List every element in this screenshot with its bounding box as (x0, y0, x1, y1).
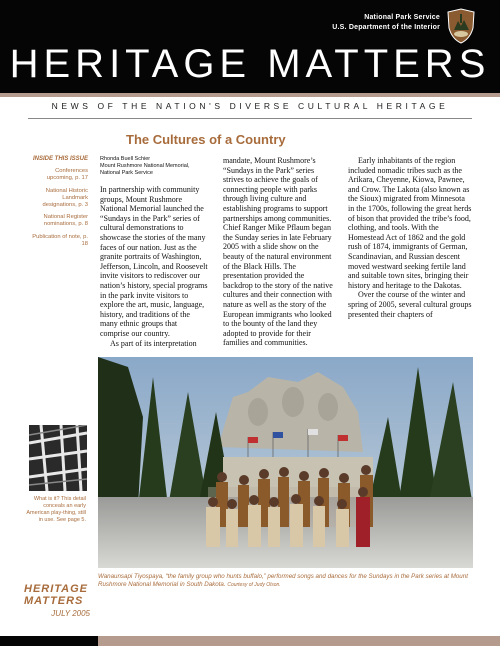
photo-caption (98, 573, 473, 589)
divider (28, 118, 472, 119)
inside-this-issue (28, 156, 88, 253)
author-park: Mount Rushmore National Memorial, (100, 163, 190, 169)
article-column-3 (348, 156, 472, 319)
accent-band (0, 93, 500, 97)
sidebar-item-conferences[interactable]: Conferences upcoming, p. 17 (46, 168, 88, 182)
author-name: Rhonda Buell Schier (100, 156, 151, 162)
group-photo (98, 357, 473, 568)
photo-credit: Courtesy of Judy Olson. (227, 582, 281, 588)
caption-text: Wanaunsapi Tiyospaya, “the family group who hunts buffalo,” performed songs and dances for the Sundays in the Park series at Mount Rushmore National Memorial in South Dakota. (98, 573, 468, 588)
article-headline: The Cultures of a Country (126, 132, 286, 147)
author-agency: National Park Service (100, 170, 153, 176)
paragraph: Over the course of the winter and spring of 2005, several cultural groups presented their chapters of (348, 290, 472, 319)
nps-arrowhead-logo (446, 8, 476, 44)
agency-name: National Park Service (364, 14, 440, 21)
publication-title: HERITAGE MATTERS (9, 42, 491, 86)
sidebar-header: INSIDE THIS ISSUE (32, 156, 88, 162)
agency-block (332, 13, 440, 33)
sidebar-item-landmarks[interactable]: National Historic Landmark designations, p. 3 (42, 187, 88, 209)
tagline: NEWS OF THE NATION'S DIVERSE CULTURAL HERITAGE (51, 101, 449, 111)
paragraph: mandate, Mount Rushmore’s “Sundays in the Park” series strives to achieve the goals of connecting people with parks through living culture and establishing programs to support partnerships among communities. Chief Ranger Mike Pflaum began the Sunday series in late February 2005 with a slide show on the beauty of the natural environment of the Black Hills. The presentation provided the backdrop to the story of the native cultures and their connection with nature as well as the story of the European immigrants who looked to the bounty of the land they adopted to provide for their families and communities. (223, 156, 333, 348)
paragraph: In partnership with community groups, Mount Rushmore National Memorial launched the “Sundays in the Park” series of cultural demonstrations to showcase the stories of the many faces of our nation. Just as the granite portraits of Washington, Jefferson, Lincoln, and Roosevelt invite visitors to rediscover our nation’s history, special programs in the park invite visitors to explore the art, music, language, history, and traditions of the many ethnic groups that comprise our country. (100, 185, 208, 338)
thumbnail-caption: What is it? This detail conceals an early American play-thing, still in use. See page 5. (26, 496, 86, 523)
sidebar-item-register[interactable]: National Register nominations, p. 8 (43, 214, 88, 228)
footer-band-black (0, 636, 98, 646)
byline (100, 156, 208, 177)
department-name: U.S. Department of the Interior (332, 24, 440, 31)
paragraph: Early inhabitants of the region included nomadic tribes such as the Arikara, Cheyenne, Kiowa, Pawnee, and Crow. The Lakota (also known as the Sioux) migrated from Minnesota in the 1700s, following the great herds of bison that provided the tribe’s food, clothing, and tools. With the Homestead Act of 1862 and the gold rush of 1874, immigrants of German, Scandinavian, and Russian descent moved westward seeking fertile land and suitable town sites, bringing their history and heritage to the Dakotas. (348, 156, 472, 290)
article-column-1 (100, 156, 208, 348)
footer-title: HERITAGE MATTERS (24, 583, 89, 607)
masthead-footer (24, 583, 90, 618)
thumbnail-image (29, 425, 87, 491)
issue-date: JULY 2005 (51, 609, 90, 618)
paragraph: As part of its interpretation (110, 338, 197, 348)
sidebar-item-publication[interactable]: Publication of note, p. 18 (32, 233, 88, 247)
article-column-2 (223, 156, 333, 348)
footer-band-accent (98, 636, 500, 646)
